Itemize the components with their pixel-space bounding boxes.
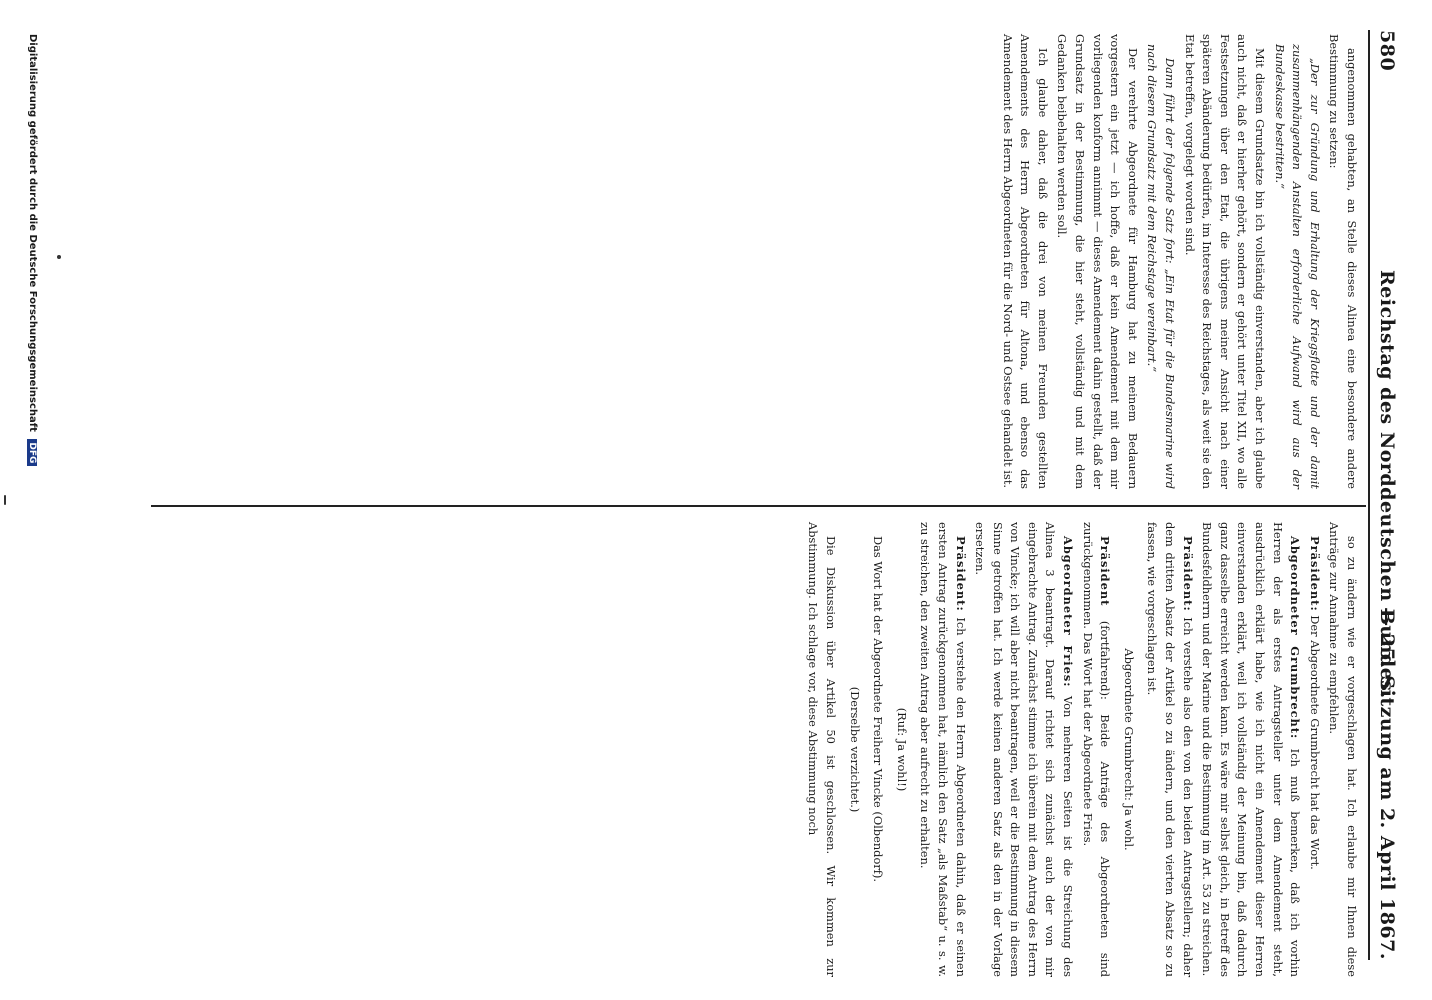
right-column bbox=[802, 522, 1360, 977]
speech-text: (fortfahrend): Beide Anträge des Abgeordneten sind zurückgenommen. Das Wort hat der Abgeordnete Fries. bbox=[1080, 522, 1113, 977]
speech bbox=[1143, 522, 1196, 977]
page-number: 580 bbox=[1376, 30, 1398, 72]
speech-text: Von mehreren Seiten ist die Streichung des Alinea 3 beantragt. Darauf richtet sich zunächst auch der von mir eingebrachte Antrag. Zunächst stimme ich überein mit dem Antrag des Herrn von Vincke; ich will aber nicht beantragen, weil er die Bestimmung in diesem Sinne getroffen hat. Ich werde keinen anderen Satz als den in der Vorlage ersetzen. bbox=[973, 522, 1076, 977]
speaker-name: Abgeordneter Fries: bbox=[1061, 536, 1076, 688]
speech bbox=[971, 522, 1077, 977]
speech bbox=[1078, 522, 1113, 977]
column-divider bbox=[151, 505, 1366, 507]
interjection: Abgeordnete Grumbrecht: Ja wohl. bbox=[1121, 648, 1136, 851]
left-paragraph: Ich glaube daher, daß die drei von meinen Freunden gestellten Amendements des Herrn Abgeordneten für Altona, und ebenso das Amendement des Herrn Abgeordneten für die Nord- und Ostsee gehandelt ist. bbox=[1000, 34, 1050, 489]
speech-text: Ich verstehe also den von den beiden Antragstellern; daher dem dritten Absatz der Artikel so zu ändern, und den vierten Absatz so zu fassen, wie vorgeschlagen ist. bbox=[1145, 522, 1195, 978]
interjection: (Derselbe verzichtet.) bbox=[847, 686, 862, 813]
right-intro: so zu ändern wie er vorgeschlagen hat. Ich erlaube mir Ihnen diese Anträge zur Annahme zu empfehlen. bbox=[1327, 522, 1359, 977]
rotated-newspaper-page bbox=[16, 0, 1416, 1000]
speech bbox=[1198, 522, 1304, 977]
scan-speck bbox=[4, 495, 6, 505]
speech-text: Das Wort hat der Abgeordnete Freiherr Vincke (Olbendorf). bbox=[871, 536, 886, 883]
speech bbox=[916, 522, 969, 977]
speech-text: Der Abgeordnete Grumbrecht hat das Wort. bbox=[1307, 615, 1322, 870]
speaker-name: Präsident bbox=[1098, 536, 1113, 607]
credit-text: Digitalisierung gefördert durch die Deutsche Forschungsgemeinschaft bbox=[27, 34, 38, 432]
dfg-logo: DFG bbox=[27, 439, 37, 466]
closing-text: Die Diskussion über Artikel 50 ist geschlossen. Wir kommen zur Abstimmung. Ich schlage vor, diese Abstimmung noch bbox=[806, 522, 838, 977]
speaker-name: Präsident: bbox=[1180, 536, 1195, 612]
speaker-name: Abgeordneter Grumbrecht: bbox=[1288, 536, 1303, 740]
speech-text: Ich muß bemerken, daß ich vorhin Herren der als erstes Antragsteller unter dem Amendement steht, ausdrücklich erklärt habe, wie ich nicht ein Amendement dieser Herren einverstanden erklärt, weil ich vollständig der Meinung bin, daß dadurch ganz dasselbe erreicht werden kann. Es wäre mir selbst gleich, in Betreff des Bundesfeldherrn und der Marine und die Bestimmung im Art. 53 zu streichen. bbox=[1200, 522, 1303, 977]
header-rule bbox=[1368, 30, 1370, 960]
digitization-credit bbox=[27, 34, 38, 466]
left-quote: „Der zur Gründung und Erhaltung der Kriegsflotte und der damit zusammenhängenden Anstalten erforderliche Aufwand wird aus der Bundeskasse bestritten.“ bbox=[1272, 44, 1322, 489]
left-paragraph: Mit diesem Grundsatze bin ich vollständig einverstanden, aber ich glaube auch nicht, daß er hierher gehört, sondern er gehört unter Titel XII, wo alle Festsetzungen über den Etat, die übrigens meiner Ansicht nach einer späteren Abänderung bedürfen, im Interesse des Reichstages, als weit sie den Etat betreffen, vorgelegt worden sind. bbox=[1182, 34, 1268, 489]
speech-text: Ich verstehe den Herrn Abgeordneten dahin, daß er seinen ersten Antrag zurückgenommen hat, nämlich den Satz „als Maßstab“ u. s. w. zu streichen, den zweiten Antrag aber aufrecht zu erhalten. bbox=[918, 522, 968, 977]
left-column bbox=[996, 34, 1360, 489]
speech bbox=[1305, 522, 1323, 977]
left-paragraph: Der verehrte Abgeordnete für Hamburg hat zu meinem Bedauern vorgestern ein jetzt — ich hoffe, daß er kein Amendement mit dem mir vorliegenden konform annimmt — dieses Amendement dahin gestellt, daß der Grundsatz in der Bestimmung, die hier steht, vollständig und mit dem Gedanken beibehalten werden soll. bbox=[1055, 34, 1140, 489]
publication-title: Reichstag des Norddeutschen Bundes. bbox=[1376, 270, 1398, 699]
left-quote: Dann führt der folgende Satz fort: „Ein Etat für die Bundesmarine wird nach diesem Grundsatz mit dem Reichstage vereinbart.“ bbox=[1145, 44, 1178, 489]
session-date: — 25. Sitzung am 2. April 1867. bbox=[1376, 607, 1398, 960]
interjection: (Ruf: Ja wohl!) bbox=[894, 707, 909, 792]
speaker-name: Präsident: bbox=[953, 536, 968, 612]
speaker-name: Präsident: bbox=[1307, 536, 1322, 612]
page-header bbox=[1372, 30, 1398, 960]
left-paragraph: angenommen gehabten, an Stelle dieses Alinea eine besondere andere Bestimmung zu setzen: bbox=[1327, 34, 1359, 489]
scan-speck bbox=[57, 255, 61, 259]
